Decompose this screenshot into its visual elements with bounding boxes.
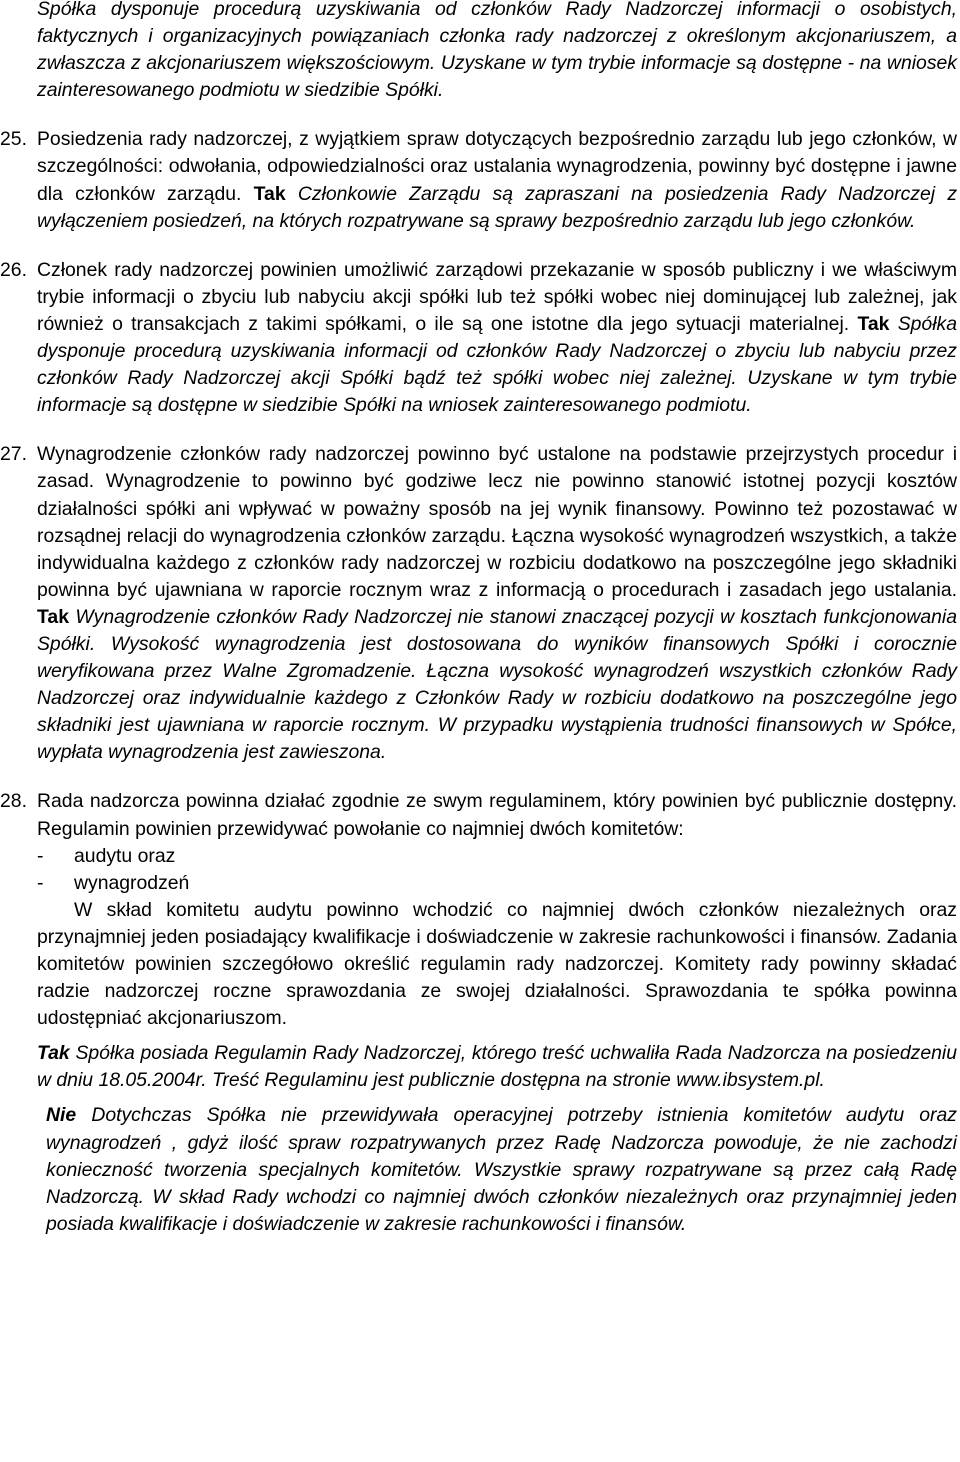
paragraph-24-comment xyxy=(37,0,957,104)
paragraph-25 xyxy=(0,126,958,234)
answer-label: Nie xyxy=(46,1104,77,1127)
list-dash: - xyxy=(37,871,44,894)
list-item-text: audytu oraz xyxy=(74,844,176,867)
list-item xyxy=(37,843,957,870)
list-item-text: wynagrodzeń xyxy=(74,871,190,894)
paragraph-number: 25. xyxy=(0,128,27,151)
comment-text: Spółka dysponuje procedurą uzyskiwania od członków Rady Nadzorczej informacji o osobistych, faktycznych i organizacyjnych powiązaniach członka rady nadzorczej z określonym akcjonariuszem, a zwłaszcza z akcjonariuszem większościowym. Uzyskane w tym trybie informacje są dostępne - na wniosek zainteresowanego podmiotu w siedzibie Spółki. xyxy=(37,0,957,102)
rule-text: Posiedzenia rady nadzorczej, z wyjątkiem spraw dotyczących bezpośrednio zarządu lub jego członków, w szczególności: odwołania, odpowiedzialności oraz ustalania wynagrodzenia, powinny być dostępne i jawne dla członków zarządu. xyxy=(37,128,957,205)
paragraph-28-answer-2 xyxy=(37,1102,957,1237)
comment-text: Spółka posiada Regulamin Rady Nadzorczej, którego treść uchwaliła Rada Nadzorcza na posiedzeniu w dniu 18.05.2004r. Treść Regulaminu jest publicznie dostępna na stronie www.ibsystem.pl. xyxy=(37,1042,957,1092)
comment-text: Spółka dysponuje procedurą uzyskiwania informacji od członków Rady Nadzorczej o zbyciu lub nabyciu przez członków Rady Nadzorczej akcji Spółki bądź też spółki wobec niej zależnej. Uzyskane w tym trybie informacje są dostępne w siedzibie Spółki na wniosek zainteresowanego podmiotu. xyxy=(37,312,957,417)
answer-label: Tak xyxy=(253,182,286,205)
paragraph-number: 26. xyxy=(0,258,27,281)
rule-text: Wynagrodzenie członków rady nadzorczej powinno być ustalone na podstawie przejrzystych procedur i zasad. Wynagrodzenie to powinno być godziwe lecz nie powinno stanowić istotnej pozycji kosztów działalności spółki ani wpływać w poważny sposób na jej wynik finansowy. Powinno też pozostawać w rozsądnej relacji do wynagrodzenia członków zarządu. Łączna wysokość wynagrodzeń wszystkich, a także indywidualna każdego z członków rady nadzorczej w rozbiciu dodatkowo na poszczególne jego składniki powinna być ujawniana w raporcie rocznym wraz z informacją o procedurach i zasadach jego ustalania. xyxy=(37,443,957,601)
rule-text: W skład komitetu audytu powinno wchodzić co najmniej dwóch członków niezależnych oraz przynajmniej jeden posiadający kwalifikacje i doświadczenie w zakresie rachunkowości i finansów. Zadania komitetów powinien szczegółowo określić regulamin rady nadzorczej. Komitety rady powinny składać radzie nadzorczej roczne sprawozdania ze swojej działalności. Sprawozdania te spółka powinna udostępniać akcjonariuszom. xyxy=(37,898,957,1030)
paragraph-number: 28. xyxy=(0,790,27,813)
comment-text: Członkowie Zarządu są zapraszani na posiedzenia Rady Nadzorczej z wyłączeniem posiedzeń, na których rozpatrywane są sprawy bezpośrednio zarządu lub jego członków. xyxy=(37,182,958,232)
list-item xyxy=(37,870,957,897)
rule-text: Członek rady nadzorczej powinien umożliwić zarządowi przekazanie w sposób publiczny i we właściwym trybie informacji o zbyciu lub nabyciu akcji spółki lub też spółki wobec niej dominującej lub zależnej, jak również o transakcjach z takimi spółkami, o ile są one istotne dla jego sytuacji materialnej. xyxy=(37,258,957,335)
comment-text: Dotychczas Spółka nie przewidywała operacyjnej potrzeby istnienia komitetów audytu oraz wynagrodzeń , gdyż ilość spraw rozpatrywanych przez Radę Nadzorcza powoduje, że nie zachodzi konieczność tworzenia specjalnych komitetów. Wszystkie sprawy rozpatrywane są przez całą Radę Nadzorczą. W skład Rady wchodzi co najmniej dwóch członków niezależnych oraz przynajmniej jeden posiada kwalifikacje i doświadczenie w zakresie rachunkowości i finansów. xyxy=(46,1104,957,1235)
paragraph-28-continuation xyxy=(37,897,957,1032)
comment-text: Wynagrodzenie członków Rady Nadzorczej nie stanowi znaczącej pozycji w kosztach funkcjonowania Spółki. Wysokość wynagrodzenia jest dostosowana do wyników finansowych Spółki i corocznie weryfikowana przez Walne Zgromadzenie. Łączna wysokość wynagrodzeń wszystkich członków Rady Nadzorczej oraz indywidualnie każdego z Członków Rady w rozbiciu dodatkowo na poszczególne jego składniki jest ujawniana w raporcie rocznym. W przypadku wystąpienia trudności finansowych w Spółce, wypłata wynagrodzenia jest zawieszona. xyxy=(37,605,957,764)
answer-label: Tak xyxy=(37,1042,70,1065)
paragraph-28-answer-1 xyxy=(37,1040,957,1094)
rule-text: Rada nadzorcza powinna działać zgodnie ze swym regulaminem, który powinien być publicznie dostępny. Regulamin powinien przewidywać powołanie co najmniej dwóch komitetów: xyxy=(37,790,957,840)
paragraph-28 xyxy=(0,788,957,842)
list-dash: - xyxy=(37,844,44,867)
answer-label: Tak xyxy=(857,312,890,335)
paragraph-26 xyxy=(0,257,957,420)
answer-label: Tak xyxy=(37,605,69,628)
paragraph-number: 27. xyxy=(0,443,27,466)
paragraph-27 xyxy=(0,441,957,766)
